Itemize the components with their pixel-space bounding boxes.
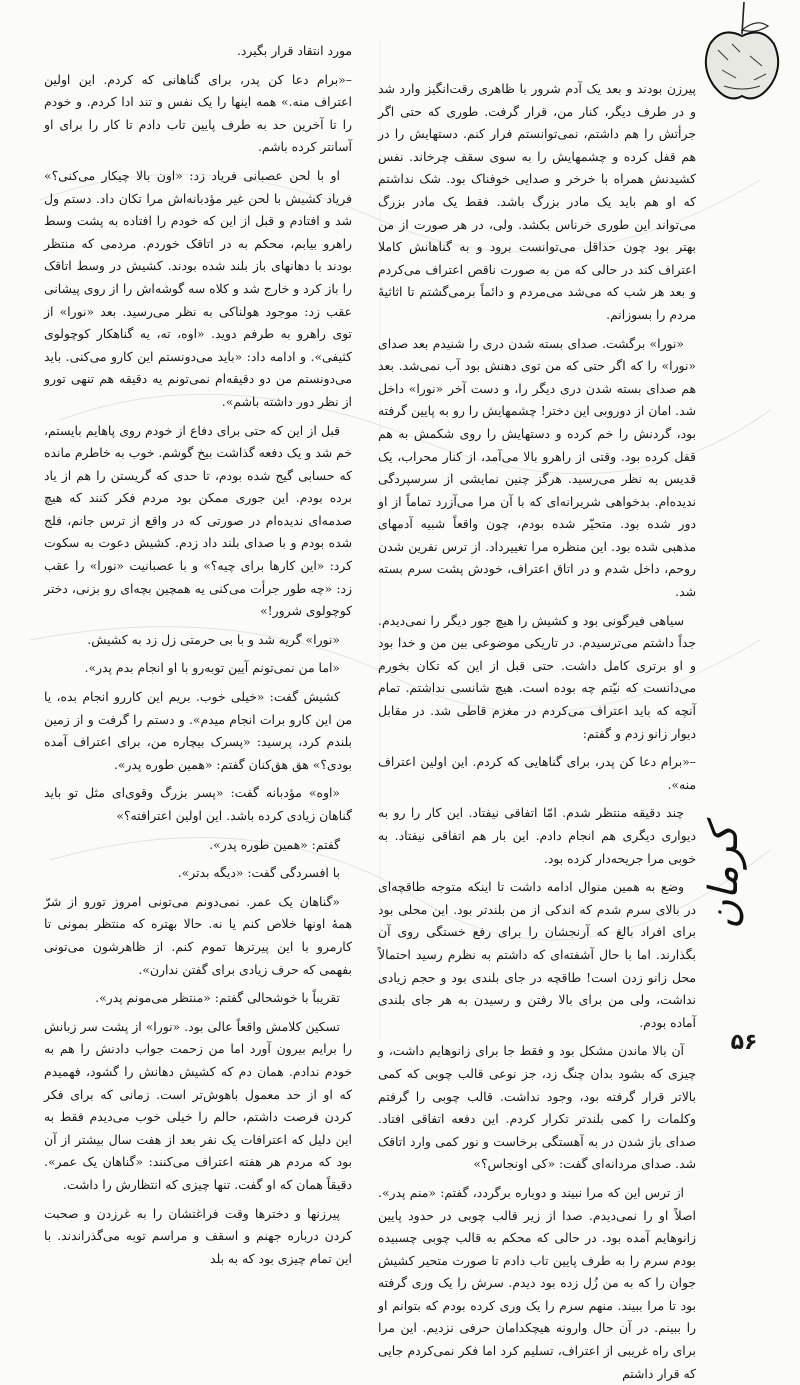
paragraph: چند دقیقه منتظر شدم. امّا اتفاقی نیفتاد. این کار را رو به دیواری دیگری هم انجام دادم. این بار هم اتفاقی نیفتاد. به خوبی مرا جریحه‌دار کرده بود. <box>378 805 696 866</box>
paragraph: «اوه» مؤدبانه گفت: «پسر بزرگ وقوی‌ای مثل تو باید گناهان زیادی کرده باشد. این اولین اعترافته؟» <box>44 785 352 823</box>
paragraph: –«برام دعا کن پدر، برای گناهایی که کردم. این اولین اعتراف منه». <box>378 754 696 792</box>
paragraph: مورد انتقاد قرار بگیرد. <box>236 43 352 58</box>
paragraph: پیرزنها و دخترها وقت فراغتشان را به غرزدن و صحبت کردن درباره جهنم و اسقف و مراسم توبه می‌گذراندند. با این تمام چیزی بود که به بلد <box>44 1205 352 1266</box>
paragraph: تسکین کلامش واقعاً عالی بود. «نورا» از پشت سر زبانش را برایم بیرون آورد اما من زحمت جواب دادنش را هم به خودم ندادم. همان دم که کشیش دهانش را گشود، فهمیدم که او از حد معمول باهوش‌تر است. زمانی که برای فکر کردن فرصت داشتم، حالم را خیلی خوب می‌دیدم فقط به این دلیل که اعترافات یک نفر بعد از هفت سال بیشتر از آن بود که مردم هر هفته اعتراف می‌کنند: «گناهان یک عمر». دقیقاً همان که او گفت. تنها چیزی که انتظارش را داشت. <box>44 1018 352 1192</box>
right-text-column <box>378 38 696 1381</box>
paragraph: قبل از این که حتی برای دفاع از خودم روی پاهایم بایستم، خم شد و یک دفعه گذاشت بیخ گوشم. خوب به خاطرم مانده که حسابی گیج شده بودم، تا حدی که گریستن را هم از یاد برده بودم. این جوری ممکن بود مردم فکر کنند که هیچ صدمه‌ای ندیده‌ام در صورتی که در واقع از ترس جانم، فلج شده بودم و با صدای بلند داد زدم. کشیش دعوت به سکوت کرد: «این کارها برای چیه؟» و با عصبانیت «نورا» را عقب زد: «چه طور جرأت می‌کنی یه همچین بچه‌ای رو بزنی، دختر کوچولوی شرور!» <box>44 422 352 619</box>
paragraph: «گناهان یک عمر. نمی‌دونم می‌تونی امروز تورو از شرّ همهٔ اونها خلاص کنم یا نه. حالا بهتره که منتظر بمونی تا کارمرو با این پیرترها تموم کنم. از ظاهرشون می‌تونی بفهمی که حرف زیادی برای گفتن ندارن». <box>44 893 352 977</box>
paragraph: از ترس این که مرا نبیند و دوباره برگردد، گفتم: «منم پدر». اصلاً او را نمی‌دیدم. صدا از زیر قالب چوبی در حدود پایین زانوهایم آمده بود. در حالی که محکم به قالب چوبی چسبیده بودم سرم را به طرف پایین تاب دادم تا صورت متحیر کشیش جوان را که به من زُل زده بود دیدم. سرش را یک وری گرفته بود تا مرا ببیند. منهم سرم را یک وری کرده بودم که بتوانم او را ببینم. در آن حال وارونه هیچکدامان حرفی نزدیم. این مرا برای راه غریبی از اعتراف، تسلیم کرد اما فکر نمی‌کردم جایی که قرار داشتم <box>378 1184 696 1381</box>
page-number: ۵۶ <box>730 1030 758 1055</box>
paragraph: او با لحن عصبانی فریاد زد: «اون بالا چیکار می‌کنی؟» فریاد کشیش با لحن غیر مؤدبانه‌اش مرا تکان داد. دستم ول شد و افتادم و قبل از این که خودم را افتاده به پشت وسط راهرو بیابم، محکم به در اتاقک خوردم. مردمی که منتظر بودند با دهانهای باز بلند شده بودند. کشیش در وسط اتاقک را باز کرد و خارج شد و کلاه سه گوشه‌اش را از روی پیشانی عقب زد: موجود هولناکی به نظر می‌رسید. بعد «نورا» از توی راهرو به طرفم دوید. «اوه، ته، یه گناهکار کوچولوی کثیفی». و ادامه داد: «باید می‌دونستم این کارو می‌کنی. باید می‌دونستم من دو دقیقه‌ام نمی‌تونم یه دقیقه هم تنهی تورو از نظر دور داشته باشم». <box>44 167 352 409</box>
paragraph: پیرزن بودند و بعد یک آدم شرور با ظاهری رقت‌انگیز وارد شد و در طرف دیگر، کنار من، قرار گرفت. طوری که حتی اگر جرأتش را هم داشتم، نمی‌توانستم فرار کنم. دستهایش را در هم قفل کرده و چشمهایش را به سوی سقف چرخاند. نفس کشیدنش همراه با خرخر و صدایی خوفناک بود. شک نداشتم که او هم باید یک مادر بزرگ باشد. فقط یک مادر بزرگ می‌تواند این طوری خرناس بکشد. ولی، در هر صورت از من بهتر بود چون حداقل می‌توانست برود و به گناهانش کاملا اعتراف کند در حالی که من به صورت ناقص اعتراف می‌کردم و بعد هر شب که می‌شد می‌مردم و دائماً برمی‌گشتم تا اثاثیهٔ مردم را بسوزانم. <box>378 81 696 322</box>
paragraph: «اما من نمی‌تونم آیین توبه‌رو با او انجام بدم پدر». <box>84 660 340 676</box>
paragraph: تقریباً با خوشحالی گفتم: «منتظر می‌مونم پدر». <box>95 990 340 1006</box>
brand-logo <box>701 752 768 1002</box>
paragraph: «نورا» برگشت. صدای بسته شدن دری را شنیدم بعد صدای «نورا» را که اگر حتی که من توی دهنش بود آب نمی‌شد. بعد هم صدای بسته شدن دری دیگر را، و دست آخر «نورا» داخل شد. امان از دوروبی این دختر! چشمهایش را رو به پایین گرفته بود، گردنش را خم کرده و دستهایش را روی شکمش به هم قفل کرده بود. وقتی از راهرو بالا می‌آمد، از کنار محراب، یک قدیس به نظر می‌رسید. هرگز چنین نمایشی از سرسپردگی ندیده‌ام. بدخواهی شریرانه‌ای که با آن مرا می‌آزرد تماماً از او دور شده بود. متحیّر شده بودم، چون واقعاً شبیه آدمهای مذهبی شده بود. این منظره مرا تغییرداد. از ترس نفرین شدن روحم، داخل شدم و در اتاق اعتراف، خودش پشت سرم بسته شد. <box>378 335 696 600</box>
left-text-column <box>44 38 352 1266</box>
paragraph: سیاهی فیرگونی بود و کشیش را هیچ جور دیگر را نمی‌دیدم. جداً داشتم می‌ترسیدم. در تاریکی موضوعی بین من و خدا بود و او برتری کامل داشت. حتی قبل از این که تکان بخورم می‌دانست که نیّتم چه بوده است. هیچ شانسی نداشتم. تمام آنچه که باید اعتراف می‌کردم در مغزم قاطی شد. در مقابل دیوار زانو زدم و گفتم: <box>378 612 696 741</box>
paragraph: گفتم: «همین طوره پدر». <box>209 836 340 852</box>
paragraph: «نورا» گریه شد و با بی حرمتی زل زد به کشیش. <box>87 631 340 647</box>
paragraph: وضع به همین منوال ادامه داشت تا اینکه متوجه طاقچه‌ای در بالای سرم شدم که اندکی از من بلندتر بود. این محلی بود برای افراد بالغ که آرنجشان را برای رفع خستگی روی آن بگذارند. اما با حال آشفته‌ای که داشتم به نظرم رسید احتمالاً محل زانو زدن است! طاقچه در جای بلندی بود و حجم زیادی نداشت، ولی من برای بالا رفتن و رسیدن به هر جای بلندی آماده بودم. <box>378 879 696 1030</box>
paragraph: با افسردگی گفت: «دیگه بدتر». <box>177 865 340 881</box>
paragraph: –«برام دعا کن پدر، برای گناهانی که کردم. این اولین اعتراف منه.» همه اینها را یک نفس و تند ادا کردم. و خودم را تا آخرین حد به طرف پایین تاب دادم تا کار را برای او آسانتر کرده باشم. <box>44 71 352 155</box>
apple-illustration <box>702 0 782 110</box>
paragraph: آن بالا ماندن مشکل بود و فقط جا برای زانوهایم داشت، و چیزی که بشود بدان چنگ زد، جز نوعی قالب چوبی که کمی بالاتر قرار گرفته بود، وجود نداشت. قالب چوبی را گرفتم وکلمات را کمی بلندتر تکرار کردم. این دفعه اتفاقی افتاد. صدای باز شدن در به آهستگی برخاست و نور کمی وارد اتاقک شد. صدای مردانه‌ای گفت: «کی اونجاس؟» <box>378 1043 696 1172</box>
brand-logo-text: کرمان <box>701 824 747 930</box>
paragraph: کشیش گفت: «خیلی خوب. بریم این کاررو انجام بده، یا من این کارو برات انجام میدم». و دستم را گرفت و از زمین بلندم کرد، پرسید: «پسرک بیچاره من، برای اعتراف آمده بودی؟» هق هق‌کنان گفتم: «همین طوره پدر». <box>44 689 352 772</box>
